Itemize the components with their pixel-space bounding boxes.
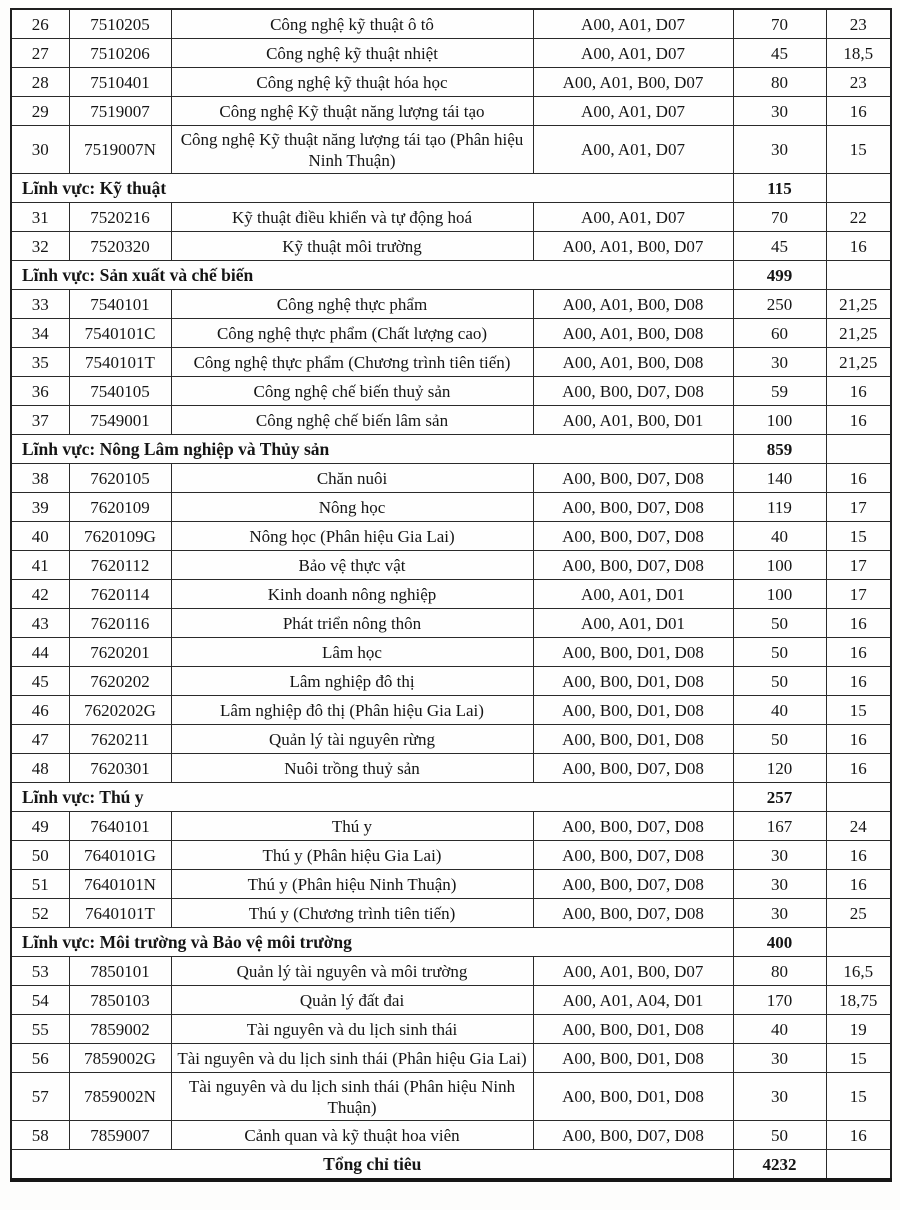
score-cell: 16 xyxy=(826,97,891,126)
quota-cell: 120 xyxy=(733,754,826,783)
name-cell: Cảnh quan và kỹ thuật hoa viên xyxy=(171,1121,533,1150)
score-cell: 15 xyxy=(826,126,891,174)
name-cell: Quản lý tài nguyên rừng xyxy=(171,725,533,754)
quota-cell: 50 xyxy=(733,667,826,696)
stt-cell: 35 xyxy=(11,348,69,377)
combo-cell: A00, B00, D01, D08 xyxy=(533,638,733,667)
score-cell: 15 xyxy=(826,1044,891,1073)
score-cell: 18,75 xyxy=(826,986,891,1015)
footer-label: Tổng chỉ tiêu xyxy=(11,1150,733,1181)
section-row xyxy=(11,261,891,290)
stt-cell: 56 xyxy=(11,1044,69,1073)
major-row xyxy=(11,232,891,261)
section-row xyxy=(11,435,891,464)
major-row xyxy=(11,1044,891,1073)
major-row xyxy=(11,126,891,174)
stt-cell: 55 xyxy=(11,1015,69,1044)
combo-cell: A00, B00, D01, D08 xyxy=(533,1044,733,1073)
score-cell: 16 xyxy=(826,232,891,261)
name-cell: Kỹ thuật môi trường xyxy=(171,232,533,261)
stt-cell: 33 xyxy=(11,290,69,319)
code-cell: 7640101G xyxy=(69,841,171,870)
code-cell: 7540101C xyxy=(69,319,171,348)
code-cell: 7620116 xyxy=(69,609,171,638)
quota-cell: 100 xyxy=(733,406,826,435)
stt-cell: 46 xyxy=(11,696,69,725)
combo-cell: A00, A01, B00, D08 xyxy=(533,290,733,319)
score-cell: 25 xyxy=(826,899,891,928)
stt-cell: 28 xyxy=(11,68,69,97)
stt-cell: 58 xyxy=(11,1121,69,1150)
section-row xyxy=(11,928,891,957)
name-cell: Công nghệ Kỹ thuật năng lượng tái tạo (Phân hiệu Ninh Thuận) xyxy=(171,126,533,174)
name-cell: Nông học xyxy=(171,493,533,522)
name-cell: Lâm học xyxy=(171,638,533,667)
score-cell: 16 xyxy=(826,870,891,899)
quota-cell: 60 xyxy=(733,319,826,348)
code-cell: 7850103 xyxy=(69,986,171,1015)
quota-cell: 80 xyxy=(733,957,826,986)
major-row xyxy=(11,406,891,435)
combo-cell: A00, B00, D07, D08 xyxy=(533,754,733,783)
major-row xyxy=(11,1073,891,1121)
admissions-quota-table-body xyxy=(11,9,891,1180)
combo-cell: A00, A01, D07 xyxy=(533,203,733,232)
combo-cell: A00, A01, D07 xyxy=(533,9,733,39)
combo-cell: A00, A01, D01 xyxy=(533,580,733,609)
stt-cell: 41 xyxy=(11,551,69,580)
score-cell: 23 xyxy=(826,68,891,97)
major-row xyxy=(11,290,891,319)
name-cell: Tài nguyên và du lịch sinh thái (Phân hiệu Ninh Thuận) xyxy=(171,1073,533,1121)
score-cell: 19 xyxy=(826,1015,891,1044)
code-cell: 7510206 xyxy=(69,39,171,68)
major-row xyxy=(11,464,891,493)
combo-cell: A00, A01, D07 xyxy=(533,97,733,126)
quota-cell: 30 xyxy=(733,841,826,870)
code-cell: 7640101T xyxy=(69,899,171,928)
stt-cell: 42 xyxy=(11,580,69,609)
major-row xyxy=(11,986,891,1015)
code-cell: 7620114 xyxy=(69,580,171,609)
quota-cell: 30 xyxy=(733,97,826,126)
quota-cell: 80 xyxy=(733,68,826,97)
code-cell: 7859002G xyxy=(69,1044,171,1073)
name-cell: Bảo vệ thực vật xyxy=(171,551,533,580)
combo-cell: A00, B00, D07, D08 xyxy=(533,899,733,928)
score-cell: 15 xyxy=(826,696,891,725)
major-row xyxy=(11,1121,891,1150)
combo-cell: A00, B00, D07, D08 xyxy=(533,493,733,522)
score-cell: 16 xyxy=(826,754,891,783)
quota-cell: 40 xyxy=(733,696,826,725)
code-cell: 7859002 xyxy=(69,1015,171,1044)
name-cell: Công nghệ Kỹ thuật năng lượng tái tạo xyxy=(171,97,533,126)
quota-cell: 100 xyxy=(733,580,826,609)
score-cell: 17 xyxy=(826,580,891,609)
section-label: Lĩnh vực: Kỹ thuật xyxy=(11,174,733,203)
quota-cell: 170 xyxy=(733,986,826,1015)
section-score-empty xyxy=(826,261,891,290)
score-cell: 16 xyxy=(826,638,891,667)
quota-cell: 250 xyxy=(733,290,826,319)
major-row xyxy=(11,638,891,667)
quota-cell: 59 xyxy=(733,377,826,406)
major-row xyxy=(11,493,891,522)
stt-cell: 37 xyxy=(11,406,69,435)
combo-cell: A00, B00, D01, D08 xyxy=(533,667,733,696)
name-cell: Thú y xyxy=(171,812,533,841)
score-cell: 15 xyxy=(826,522,891,551)
combo-cell: A00, A01, B00, D08 xyxy=(533,319,733,348)
score-cell: 15 xyxy=(826,1073,891,1121)
name-cell: Công nghệ chế biến lâm sản xyxy=(171,406,533,435)
code-cell: 7540101 xyxy=(69,290,171,319)
score-cell: 16 xyxy=(826,841,891,870)
major-row xyxy=(11,667,891,696)
major-row xyxy=(11,203,891,232)
name-cell: Chăn nuôi xyxy=(171,464,533,493)
section-score-empty xyxy=(826,928,891,957)
major-row xyxy=(11,39,891,68)
combo-cell: A00, A01, D07 xyxy=(533,39,733,68)
major-row xyxy=(11,957,891,986)
name-cell: Công nghệ chế biến thuỷ sản xyxy=(171,377,533,406)
quota-cell: 45 xyxy=(733,232,826,261)
name-cell: Lâm nghiệp đô thị xyxy=(171,667,533,696)
quota-cell: 50 xyxy=(733,638,826,667)
footer-total: 4232 xyxy=(733,1150,826,1181)
quota-cell: 30 xyxy=(733,870,826,899)
major-row xyxy=(11,522,891,551)
stt-cell: 34 xyxy=(11,319,69,348)
name-cell: Công nghệ kỹ thuật nhiệt xyxy=(171,39,533,68)
major-row xyxy=(11,696,891,725)
quota-cell: 40 xyxy=(733,1015,826,1044)
footer-row xyxy=(11,1150,891,1181)
code-cell: 7640101 xyxy=(69,812,171,841)
score-cell: 21,25 xyxy=(826,348,891,377)
score-cell: 22 xyxy=(826,203,891,232)
stt-cell: 29 xyxy=(11,97,69,126)
stt-cell: 45 xyxy=(11,667,69,696)
combo-cell: A00, B00, D07, D08 xyxy=(533,812,733,841)
stt-cell: 36 xyxy=(11,377,69,406)
combo-cell: A00, A01, A04, D01 xyxy=(533,986,733,1015)
score-cell: 16 xyxy=(826,667,891,696)
major-row xyxy=(11,580,891,609)
section-row xyxy=(11,174,891,203)
combo-cell: A00, B00, D07, D08 xyxy=(533,841,733,870)
score-cell: 16 xyxy=(826,464,891,493)
stt-cell: 53 xyxy=(11,957,69,986)
section-score-empty xyxy=(826,783,891,812)
section-quota: 115 xyxy=(733,174,826,203)
combo-cell: A00, B00, D07, D08 xyxy=(533,522,733,551)
name-cell: Thú y (Phân hiệu Ninh Thuận) xyxy=(171,870,533,899)
code-cell: 7549001 xyxy=(69,406,171,435)
stt-cell: 39 xyxy=(11,493,69,522)
stt-cell: 26 xyxy=(11,9,69,39)
stt-cell: 57 xyxy=(11,1073,69,1121)
combo-cell: A00, B00, D01, D08 xyxy=(533,725,733,754)
stt-cell: 40 xyxy=(11,522,69,551)
combo-cell: A00, B00, D07, D08 xyxy=(533,551,733,580)
code-cell: 7519007 xyxy=(69,97,171,126)
section-quota: 859 xyxy=(733,435,826,464)
stt-cell: 52 xyxy=(11,899,69,928)
major-row xyxy=(11,899,891,928)
quota-cell: 30 xyxy=(733,1044,826,1073)
combo-cell: A00, B00, D01, D08 xyxy=(533,696,733,725)
score-cell: 18,5 xyxy=(826,39,891,68)
name-cell: Phát triển nông thôn xyxy=(171,609,533,638)
combo-cell: A00, A01, B00, D08 xyxy=(533,348,733,377)
code-cell: 7620105 xyxy=(69,464,171,493)
name-cell: Tài nguyên và du lịch sinh thái (Phân hiệu Gia Lai) xyxy=(171,1044,533,1073)
major-row xyxy=(11,319,891,348)
score-cell: 16 xyxy=(826,406,891,435)
combo-cell: A00, A01, B00, D07 xyxy=(533,232,733,261)
quota-cell: 30 xyxy=(733,126,826,174)
stt-cell: 31 xyxy=(11,203,69,232)
stt-cell: 51 xyxy=(11,870,69,899)
code-cell: 7510205 xyxy=(69,9,171,39)
combo-cell: A00, A01, B00, D07 xyxy=(533,957,733,986)
stt-cell: 43 xyxy=(11,609,69,638)
major-row xyxy=(11,841,891,870)
section-label: Lĩnh vực: Nông Lâm nghiệp và Thủy sản xyxy=(11,435,733,464)
quota-cell: 70 xyxy=(733,203,826,232)
name-cell: Thú y (Phân hiệu Gia Lai) xyxy=(171,841,533,870)
code-cell: 7620301 xyxy=(69,754,171,783)
quota-cell: 50 xyxy=(733,609,826,638)
quota-cell: 30 xyxy=(733,899,826,928)
combo-cell: A00, A01, B00, D01 xyxy=(533,406,733,435)
major-row xyxy=(11,870,891,899)
stt-cell: 48 xyxy=(11,754,69,783)
code-cell: 7620211 xyxy=(69,725,171,754)
code-cell: 7859002N xyxy=(69,1073,171,1121)
name-cell: Quản lý tài nguyên và môi trường xyxy=(171,957,533,986)
stt-cell: 44 xyxy=(11,638,69,667)
code-cell: 7620112 xyxy=(69,551,171,580)
code-cell: 7859007 xyxy=(69,1121,171,1150)
combo-cell: A00, B00, D07, D08 xyxy=(533,1121,733,1150)
major-row xyxy=(11,1015,891,1044)
quota-cell: 50 xyxy=(733,725,826,754)
name-cell: Quản lý đất đai xyxy=(171,986,533,1015)
major-row xyxy=(11,377,891,406)
section-quota: 257 xyxy=(733,783,826,812)
combo-cell: A00, A01, D01 xyxy=(533,609,733,638)
stt-cell: 27 xyxy=(11,39,69,68)
name-cell: Tài nguyên và du lịch sinh thái xyxy=(171,1015,533,1044)
combo-cell: A00, A01, B00, D07 xyxy=(533,68,733,97)
name-cell: Lâm nghiệp đô thị (Phân hiệu Gia Lai) xyxy=(171,696,533,725)
code-cell: 7510401 xyxy=(69,68,171,97)
stt-cell: 32 xyxy=(11,232,69,261)
quota-cell: 119 xyxy=(733,493,826,522)
quota-cell: 30 xyxy=(733,1073,826,1121)
major-row xyxy=(11,609,891,638)
stt-cell: 49 xyxy=(11,812,69,841)
section-label: Lĩnh vực: Môi trường và Bảo vệ môi trường xyxy=(11,928,733,957)
combo-cell: A00, B00, D07, D08 xyxy=(533,870,733,899)
major-row xyxy=(11,9,891,39)
score-cell: 16 xyxy=(826,377,891,406)
code-cell: 7620202G xyxy=(69,696,171,725)
code-cell: 7519007N xyxy=(69,126,171,174)
quota-cell: 40 xyxy=(733,522,826,551)
score-cell: 21,25 xyxy=(826,319,891,348)
score-cell: 16 xyxy=(826,609,891,638)
stt-cell: 30 xyxy=(11,126,69,174)
code-cell: 7620109 xyxy=(69,493,171,522)
major-row xyxy=(11,754,891,783)
code-cell: 7520216 xyxy=(69,203,171,232)
name-cell: Thú y (Chương trình tiên tiến) xyxy=(171,899,533,928)
major-row xyxy=(11,551,891,580)
combo-cell: A00, A01, D07 xyxy=(533,126,733,174)
quota-cell: 70 xyxy=(733,9,826,39)
code-cell: 7540101T xyxy=(69,348,171,377)
major-row xyxy=(11,68,891,97)
major-row xyxy=(11,812,891,841)
score-cell: 21,25 xyxy=(826,290,891,319)
name-cell: Công nghệ thực phẩm (Chương trình tiên tiến) xyxy=(171,348,533,377)
combo-cell: A00, B00, D07, D08 xyxy=(533,464,733,493)
score-cell: 17 xyxy=(826,551,891,580)
stt-cell: 38 xyxy=(11,464,69,493)
score-cell: 23 xyxy=(826,9,891,39)
combo-cell: A00, B00, D07, D08 xyxy=(533,377,733,406)
stt-cell: 47 xyxy=(11,725,69,754)
code-cell: 7640101N xyxy=(69,870,171,899)
stt-cell: 54 xyxy=(11,986,69,1015)
quota-cell: 45 xyxy=(733,39,826,68)
major-row xyxy=(11,97,891,126)
name-cell: Kinh doanh nông nghiệp xyxy=(171,580,533,609)
quota-cell: 100 xyxy=(733,551,826,580)
combo-cell: A00, B00, D01, D08 xyxy=(533,1015,733,1044)
name-cell: Công nghệ kỹ thuật hóa học xyxy=(171,68,533,97)
footer-score-empty xyxy=(826,1150,891,1181)
admissions-quota-table xyxy=(10,8,892,1182)
name-cell: Nuôi trồng thuỷ sản xyxy=(171,754,533,783)
score-cell: 24 xyxy=(826,812,891,841)
stt-cell: 50 xyxy=(11,841,69,870)
name-cell: Công nghệ thực phẩm (Chất lượng cao) xyxy=(171,319,533,348)
section-label: Lĩnh vực: Thú y xyxy=(11,783,733,812)
name-cell: Kỹ thuật điều khiển và tự động hoá xyxy=(171,203,533,232)
section-label: Lĩnh vực: Sản xuất và chế biến xyxy=(11,261,733,290)
score-cell: 17 xyxy=(826,493,891,522)
name-cell: Công nghệ kỹ thuật ô tô xyxy=(171,9,533,39)
code-cell: 7620109G xyxy=(69,522,171,551)
code-cell: 7850101 xyxy=(69,957,171,986)
score-cell: 16 xyxy=(826,1121,891,1150)
code-cell: 7540105 xyxy=(69,377,171,406)
section-row xyxy=(11,783,891,812)
code-cell: 7620201 xyxy=(69,638,171,667)
code-cell: 7620202 xyxy=(69,667,171,696)
section-score-empty xyxy=(826,174,891,203)
code-cell: 7520320 xyxy=(69,232,171,261)
section-score-empty xyxy=(826,435,891,464)
quota-cell: 50 xyxy=(733,1121,826,1150)
name-cell: Công nghệ thực phẩm xyxy=(171,290,533,319)
major-row xyxy=(11,725,891,754)
name-cell: Nông học (Phân hiệu Gia Lai) xyxy=(171,522,533,551)
score-cell: 16 xyxy=(826,725,891,754)
quota-cell: 140 xyxy=(733,464,826,493)
section-quota: 499 xyxy=(733,261,826,290)
combo-cell: A00, B00, D01, D08 xyxy=(533,1073,733,1121)
section-quota: 400 xyxy=(733,928,826,957)
major-row xyxy=(11,348,891,377)
quota-cell: 167 xyxy=(733,812,826,841)
quota-cell: 30 xyxy=(733,348,826,377)
score-cell: 16,5 xyxy=(826,957,891,986)
